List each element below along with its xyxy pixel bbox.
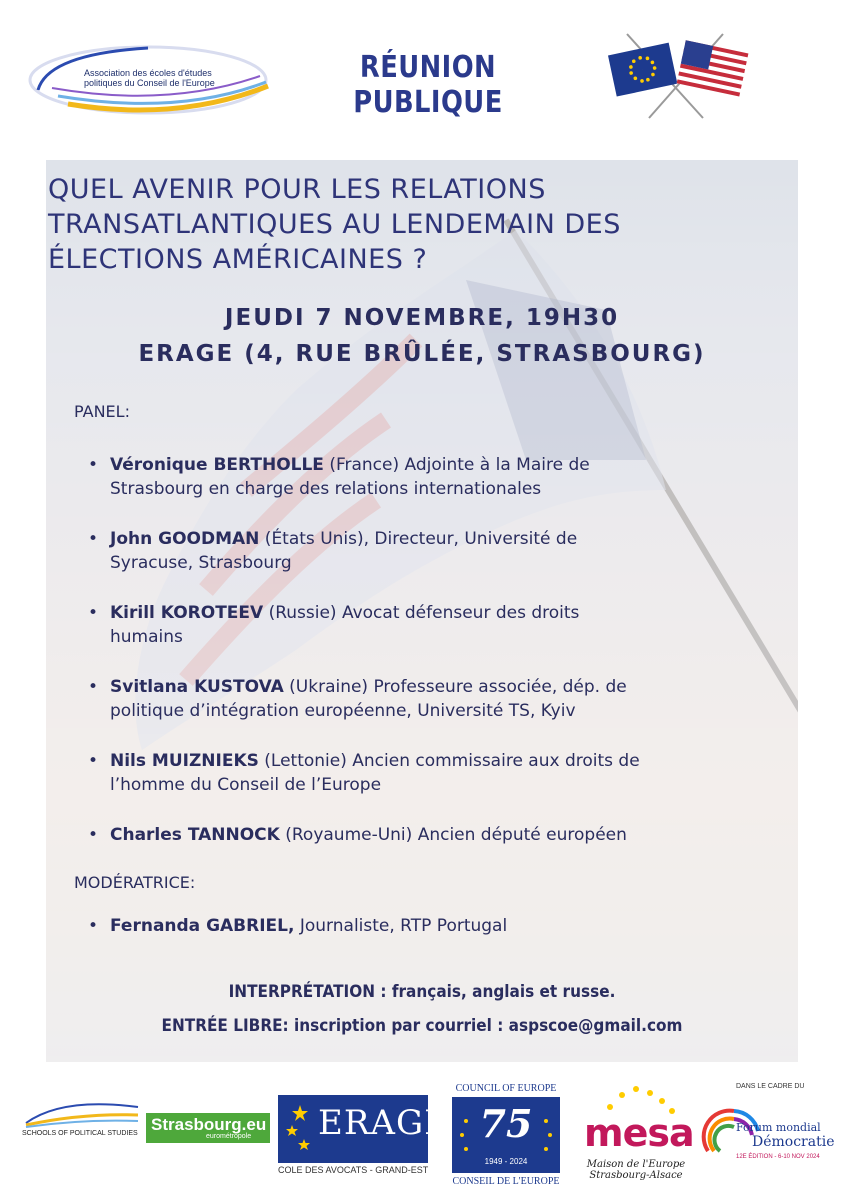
event-date-venue [46,300,798,372]
panelist-role: (Royaume-Uni) Ancien député européen [279,825,627,845]
panelist-role-cont: Syracuse, Strasbourg [110,553,292,573]
panelist-role: (États Unis), Directeur, Université de [259,529,578,549]
erage-logo [278,1095,450,1163]
forum-arc-text: DANS LE CADRE DU [736,1083,805,1090]
panelist-role: (France) Adjointe à la Maire de [323,455,590,475]
mesa-subtitle: Maison de l'Europe Strasbourg-Alsace [586,1159,686,1181]
bullet-icon: • [88,916,99,936]
panelist-role-cont: Strasbourg en charge des relations internationales [110,479,542,499]
panelist-role: (Lettonie) Ancien commissaire aux droits de [258,751,640,771]
page-title: RÉUNION PUBLIQUE [353,50,503,120]
event-info [84,975,761,1043]
strasbourg-name: Strasbourg.eu [151,1115,267,1134]
coe-emblem [452,1097,560,1173]
list-item [88,749,768,797]
panelist-role-cont: politique d’intégration européenne, Université TS, Kyiv [110,701,576,721]
erage-subtitle: COLE DES AVOCATS - GRAND-EST [278,1165,429,1175]
event-venue: ERAGE (4, RUE BRÛLÉE, STRASBOURG) [138,341,706,367]
strasbourg-logo [146,1113,270,1143]
coe-anniversary-number: 75 [479,1101,533,1146]
panelist-name: Nils MUIZNIEKS [110,751,259,771]
council-of-europe-logo [450,1083,562,1189]
panelist-name: Véronique BERTHOLLE [110,455,324,475]
forum-title-1: Forum mondial [736,1121,821,1134]
crossed-flags-icon [605,30,750,120]
forum-edition: 12E ÉDITION - 6-10 NOV 2024 [736,1154,820,1160]
coe-bottom-text: CONSEIL DE L'EUROPE [452,1176,560,1187]
panelist-name: Kirill KOROTEEV [110,603,264,623]
panelist-role: (Russie) Avocat défenseur des droits [263,603,580,623]
bullet-icon: • [88,677,99,697]
schools-political-studies-logo [22,1097,140,1141]
panel-list [88,453,768,847]
panelist-role-cont: humains [110,627,183,647]
association-logo [28,38,278,128]
mesa-logo [580,1081,692,1189]
sps-name: SCHOOLS OF POLITICAL STUDIES [22,1130,138,1137]
stars-arc-icon [580,1081,692,1115]
panelist-role: (Ukraine) Professeure associée, dép. de [283,677,627,697]
association-name: Association des écoles d'études politiques du Conseil de l'Europe [84,68,215,88]
list-item [88,527,768,575]
forum-title-2: Démocratie [752,1134,835,1150]
question-line: ÉLECTIONS AMÉRICAINES ? [48,244,428,275]
bullet-icon: • [88,455,99,475]
moderator-list [88,914,768,938]
panel-label: PANEL: [74,402,130,421]
list-item [88,914,768,938]
list-item [88,823,768,847]
event-question [48,172,788,277]
panelist-name: John GOODMAN [110,529,260,549]
list-item [88,601,768,649]
question-line: QUEL AVENIR POUR LES RELATIONS [48,174,546,205]
coe-top-text: COUNCIL OF EUROPE [455,1083,557,1094]
partner-logos [0,1075,848,1195]
stars-icon [280,1095,320,1163]
forum-democratie-logo [700,1081,840,1191]
mesa-name: mesa [584,1111,694,1155]
bullet-icon: • [88,751,99,771]
erage-name: ERAGE [318,1103,450,1143]
panelist-name: Charles TANNOCK [110,825,280,845]
bullet-icon: • [88,529,99,549]
interpretation-text: INTERPRÉTATION : français, anglais et russe. [228,982,616,1002]
list-item [88,453,768,501]
moderator-name: Fernanda GABRIEL, [110,916,295,936]
event-date: JEUDI 7 NOVEMBRE, 19H30 [224,305,620,331]
bullet-icon: • [88,825,99,845]
panelist-role-cont: l’homme du Conseil de l’Europe [110,775,382,795]
question-line: TRANSATLANTIQUES AU LENDEMAIN DES [48,209,621,240]
moderator-label: MODÉRATRICE: [74,873,196,892]
strasbourg-sub: eurométropole [206,1133,252,1140]
panelist-name: Svitlana KUSTOVA [110,677,284,697]
coe-years: 1949 - 2024 [484,1157,528,1166]
moderator-detail: Journaliste, RTP Portugal [294,916,508,936]
bullet-icon: • [88,603,99,623]
entry-text: ENTRÉE LIBRE: inscription par courriel : aspscoe@gmail.com [161,1016,683,1036]
list-item [88,675,768,723]
swoosh-icon [22,1097,140,1131]
